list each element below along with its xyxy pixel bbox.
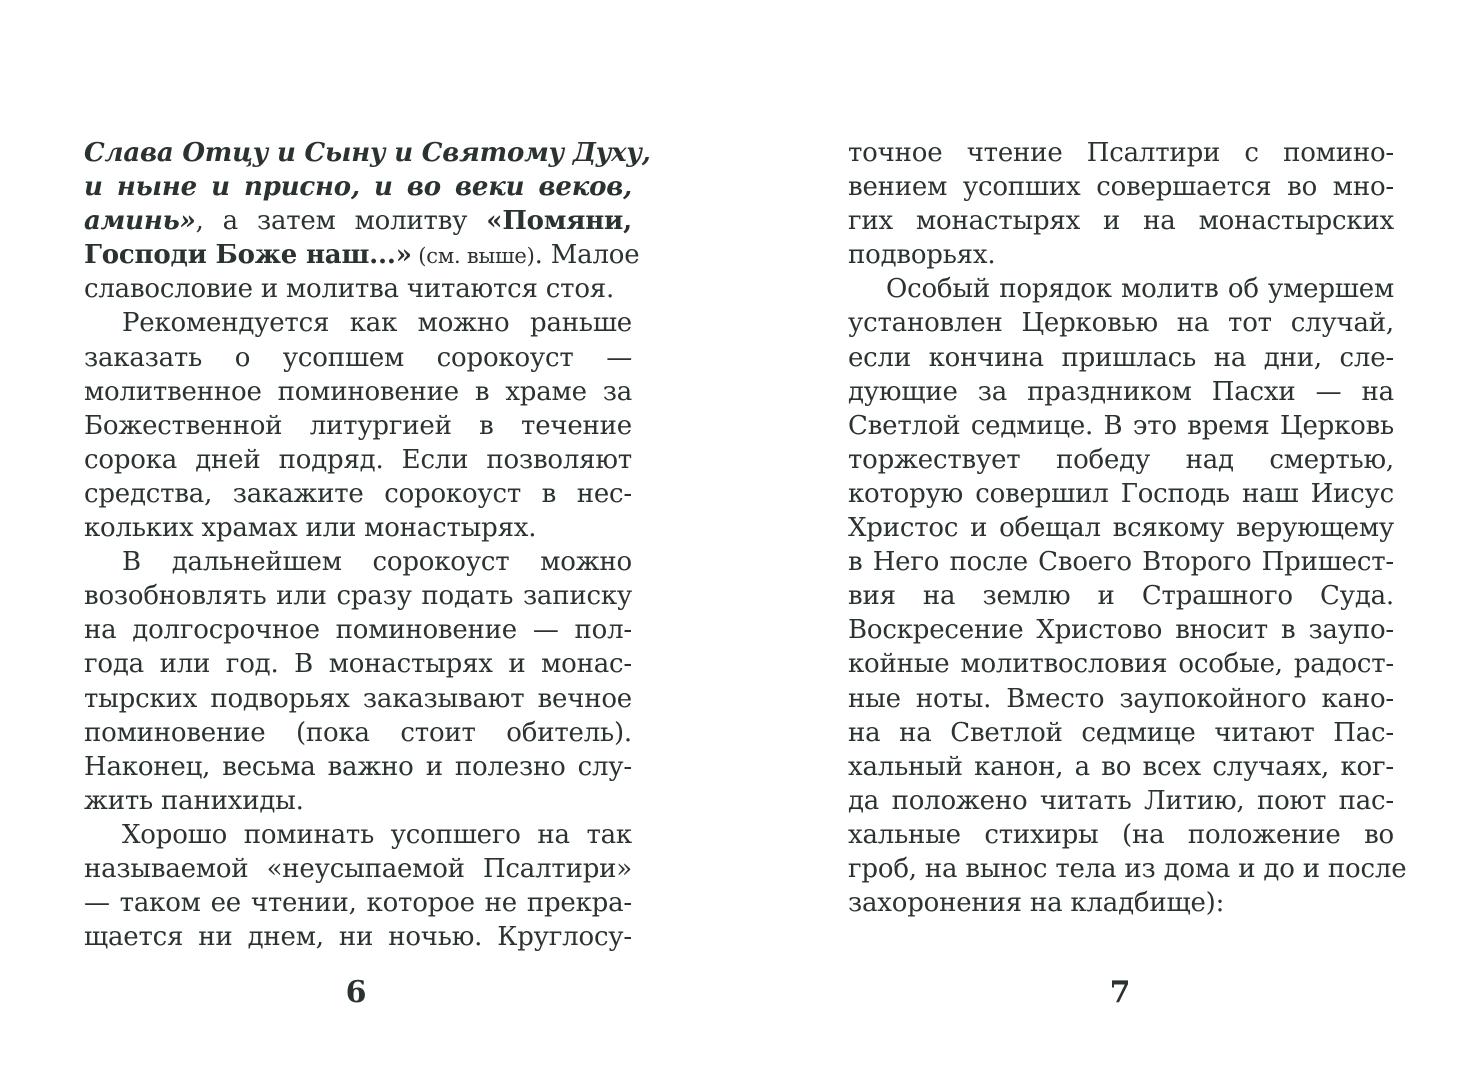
text-line: Христос и обещал всякому верующему: [848, 513, 1394, 544]
text-line: возобновлять или сразу подать записку: [84, 581, 632, 612]
italic-text: аминь»: [84, 206, 196, 237]
text-line: Слава Отцу и Сыну и Святому Духу,: [84, 138, 651, 168]
text-line: вением усопших совершается во мно-: [848, 172, 1394, 203]
page-number: 6: [345, 975, 367, 1010]
paragraph-easter: [848, 272, 1407, 920]
text-line: койные молитвословия особые, радост-: [848, 649, 1394, 680]
text-line: поминовение (пока стоит обитель).: [84, 717, 632, 748]
text-line: на долгосрочное поминовение — пол-: [84, 615, 632, 646]
paragraph-doxology: [84, 136, 651, 306]
text-line: [84, 238, 640, 272]
text-line: [84, 204, 632, 238]
text-line: на на Светлой седмице читают Пас-: [848, 717, 1394, 748]
text-line: и ныне и присно, и во веки веков,: [84, 172, 632, 203]
bold-text: «Помяни,: [486, 206, 632, 237]
plain-text: , а затем молитву: [195, 206, 487, 237]
text-line: которую совершил Господь наш Иисус: [848, 478, 1394, 509]
text-line: хальный канон, а во всех случаях, ког-: [848, 751, 1394, 782]
text-line: Хорошо поминать усопшего на так: [122, 819, 632, 850]
paragraph-sorokoust: [84, 306, 632, 545]
text-line: в Него после Своего Второго Пришест-: [848, 547, 1394, 578]
text-line: жить панихиды.: [84, 785, 304, 816]
text-line: Наконец, весьма важно и полезно слу-: [84, 751, 632, 782]
text-line: Особый порядок молитв об умершем: [886, 274, 1394, 305]
text-line: тырских подворьях заказывают вечное: [84, 683, 632, 714]
page-number: 7: [1109, 975, 1131, 1010]
text-line: средства, закажите сорокоуст в нес-: [84, 478, 632, 509]
text-line: Божественной литургией в течение: [84, 410, 632, 441]
text-line: молитвенное поминовение в храме за: [84, 376, 632, 407]
text-line: подворьях.: [848, 240, 996, 271]
paragraph-renewal: [84, 545, 632, 818]
text-line: да положено читать Литию, поют пас-: [848, 785, 1394, 816]
text-line: гроб, на вынос тела из дома и до и после: [848, 853, 1407, 884]
text-line: хальные стихиры (на положение во: [848, 819, 1394, 850]
bold-text: Господи Боже наш...»: [84, 240, 412, 271]
right-page: [848, 136, 1407, 920]
text-line: торжествует победу над смертью,: [848, 444, 1394, 475]
text-line: дующие за праздником Пасхи — на: [848, 376, 1394, 407]
text-line: точное чтение Псалтири с помино-: [848, 138, 1394, 168]
text-line: сорока дней подряд. Если позволяют: [84, 444, 632, 475]
plain-text: . Малое: [534, 240, 640, 271]
small-text: (см. выше): [411, 244, 535, 269]
paragraph-psalter: [84, 818, 632, 954]
text-line: если кончина пришлась на дни, сле-: [848, 342, 1394, 373]
text-line: вия на землю и Страшного Суда.: [848, 581, 1394, 612]
text-line: ные ноты. Вместо заупокойного кано-: [848, 683, 1394, 714]
text-line: Рекомендуется как можно раньше: [122, 308, 632, 339]
text-line: щается ни днем, ни ночью. Круглосу-: [84, 922, 632, 953]
text-line: захоронения на кладбище):: [848, 888, 1225, 919]
text-line: заказать о усопшем сорокоуст —: [84, 342, 632, 373]
left-page: [84, 136, 651, 954]
text-line: называемой «неусыпаемой Псалтири»: [84, 853, 632, 884]
text-line: гих монастырях и на монастырских: [848, 206, 1394, 237]
text-line: — таком ее чтении, которое не прекра-: [84, 888, 632, 919]
text-line: кольких храмах или монастырях.: [84, 513, 537, 544]
text-line: Воскресение Христово вносит в заупо-: [848, 615, 1394, 646]
text-line: В дальнейшем сорокоуст можно: [122, 547, 632, 578]
text-line: установлен Церковью на тот случай,: [848, 308, 1394, 339]
paragraph-psalter-continued: [848, 136, 1394, 272]
text-line: славословие и молитва читаются стоя.: [84, 274, 615, 305]
text-line: года или год. В монастырях и монас-: [84, 649, 632, 680]
text-line: Светлой седмице. В это время Церковь: [848, 410, 1394, 441]
